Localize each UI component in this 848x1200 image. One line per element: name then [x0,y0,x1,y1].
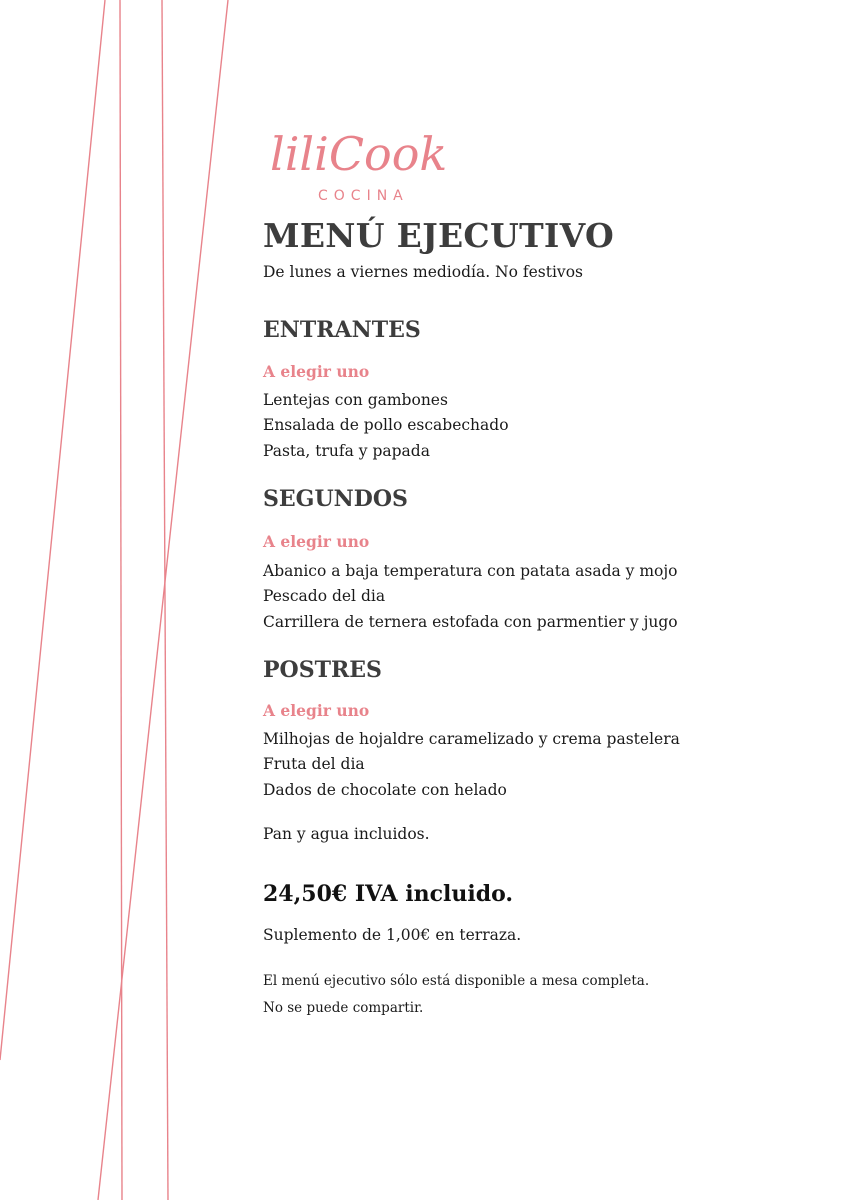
choose-one-label: A elegir uno [263,362,370,381]
menu-title: MENÚ EJECUTIVO [263,216,615,255]
logo-subtitle: COCINA [318,188,409,204]
dish-item: Pescado del dia [263,587,386,605]
dish-item: Milhojas de hojaldre caramelizado y crema pastelera [263,730,680,748]
dish-item: Dados de chocolate con helado [263,781,507,799]
choose-one-label: A elegir uno [263,701,370,720]
dish-item: Pasta, trufa y papada [263,442,430,460]
terrace-supplement: Suplemento de 1,00€ en terraza. [263,926,522,944]
choose-one-label: A elegir uno [263,532,370,551]
dish-item: Ensalada de pollo escabechado [263,416,509,434]
deco-line [0,0,105,1060]
deco-line [120,0,122,1200]
dish-item: Abanico a baja temperatura con patata asada y mojo [263,562,678,580]
brand-logo [268,118,458,208]
section-title-postres: POSTRES [263,657,382,683]
dish-item: Fruta del dia [263,755,365,773]
section-title-segundos: SEGUNDOS [263,486,408,512]
lilicook-logo-mark [268,118,458,208]
section-title-entrantes: ENTRANTES [263,317,421,343]
dish-item: Carrillera de ternera estofada con parmentier y jugo [263,613,678,631]
included-note: Pan y agua incluidos. [263,825,430,843]
menu-price: 24,50€ IVA incluido. [263,881,514,907]
fine-print: No se puede compartir. [263,1000,424,1016]
logo-wordmark: liliCook [270,127,448,181]
menu-availability: De lunes a viernes mediodía. No festivos [263,263,583,281]
fine-print: El menú ejecutivo sólo está disponible a mesa completa. [263,973,650,989]
dish-item: Lentejas con gambones [263,391,448,409]
